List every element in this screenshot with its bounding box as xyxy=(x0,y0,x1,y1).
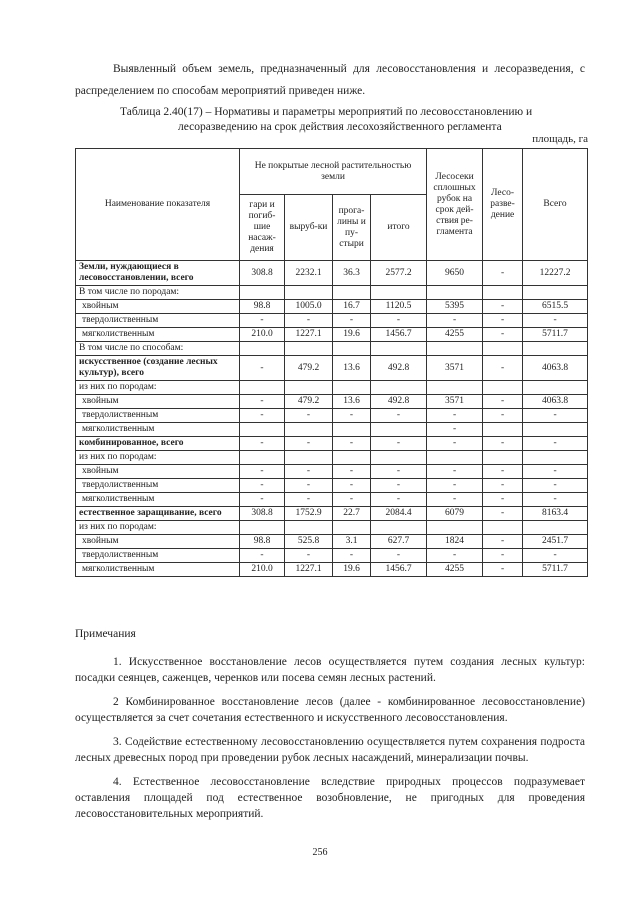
cell-value: - xyxy=(285,479,333,493)
row-label: мягколиственным xyxy=(76,563,240,577)
cell-value: 98.8 xyxy=(240,535,285,549)
cell-value: - xyxy=(483,493,523,507)
caption-line-1: Таблица 2.40(17) – Нормативы и параметры мероприятий по лесовосстановлению и xyxy=(120,106,533,118)
cell-value: - xyxy=(427,549,483,563)
cell-value xyxy=(240,286,285,300)
cell-value xyxy=(427,521,483,535)
cell-value: - xyxy=(483,328,523,342)
cell-value: - xyxy=(483,479,523,493)
row-label: мягколиственным xyxy=(76,493,240,507)
cell-value: 308.8 xyxy=(240,507,285,521)
cell-value: - xyxy=(523,465,588,479)
cell-value: 210.0 xyxy=(240,328,285,342)
cell-value: 2232.1 xyxy=(285,261,333,286)
cell-value xyxy=(371,423,427,437)
cell-value: - xyxy=(240,493,285,507)
cell-value: 4063.8 xyxy=(523,395,588,409)
intro-paragraph: Выявленный объем земель, предназначенный для лесовосстановления и лесоразведения, с распределением по способам мероприятий приведен ниже. xyxy=(75,63,585,97)
row-label: комбинированное, всего xyxy=(76,437,240,451)
cell-value xyxy=(333,451,371,465)
cell-value: - xyxy=(371,549,427,563)
cell-value: 5711.7 xyxy=(523,563,588,577)
cell-value: 13.6 xyxy=(333,395,371,409)
cell-value xyxy=(285,451,333,465)
cell-value: 6079 xyxy=(427,507,483,521)
cell-value: 1824 xyxy=(427,535,483,549)
row-label: твердолиственным xyxy=(76,314,240,328)
table-row xyxy=(76,493,588,507)
table-row xyxy=(76,395,588,409)
row-label: Земли, нуждающиеся в лесовосстановлении, всего xyxy=(76,261,240,286)
cell-value: - xyxy=(483,535,523,549)
caption-line-2: лесоразведению на срок действия лесохозяйственного регламента xyxy=(178,121,502,133)
note-2: 2 Комбинированное восстановление лесов (далее - комбинированное лесовосстановление) осуществляется за счет сочетания естественного и искусственного лесовосстановления. xyxy=(75,696,585,724)
cell-value: - xyxy=(285,549,333,563)
cell-value: - xyxy=(427,465,483,479)
cell-value: 492.8 xyxy=(371,395,427,409)
header-clearcut: Лесосеки сплошных рубок на срок дей-ствия ре-гламента xyxy=(427,149,483,261)
header-burnt: гари и погиб-шие насаж-дения xyxy=(240,195,285,261)
cell-value: 19.6 xyxy=(333,563,371,577)
cell-value: 3571 xyxy=(427,395,483,409)
row-label: В том числе по способам: xyxy=(76,342,240,356)
cell-value xyxy=(483,286,523,300)
cell-value xyxy=(240,521,285,535)
cell-value xyxy=(285,521,333,535)
cell-value: - xyxy=(371,465,427,479)
cell-value: - xyxy=(371,437,427,451)
row-label: мягколиственным xyxy=(76,423,240,437)
cell-value xyxy=(333,423,371,437)
cell-value: 1120.5 xyxy=(371,300,427,314)
note-3: 3. Содействие естественному лесовосстановлению осуществляется путем сохранения подроста лесных древесных пород при проведении рубок лесных насаждений, минерализации почвы. xyxy=(75,736,585,764)
table-row xyxy=(76,549,588,563)
note-1: 1. Искусственное восстановление лесов осуществляется путем создания лесных культур: посадки сеянцев, саженцев, черенков или посева семян лесных растений. xyxy=(75,656,585,684)
cell-value: 98.8 xyxy=(240,300,285,314)
cell-value: 22.7 xyxy=(333,507,371,521)
cell-value: - xyxy=(240,409,285,423)
row-label: мягколиственным xyxy=(76,328,240,342)
table-unit: площадь, га xyxy=(532,133,588,145)
cell-value: - xyxy=(285,465,333,479)
cell-value: - xyxy=(483,437,523,451)
cell-value xyxy=(285,286,333,300)
cell-value: 8163.4 xyxy=(523,507,588,521)
cell-value xyxy=(523,423,588,437)
cell-value: - xyxy=(523,437,588,451)
cell-value xyxy=(333,381,371,395)
table-row xyxy=(76,507,588,521)
cell-value xyxy=(483,451,523,465)
cell-value xyxy=(523,451,588,465)
row-label: хвойным xyxy=(76,300,240,314)
table-row xyxy=(76,342,588,356)
cell-value: 2084.4 xyxy=(371,507,427,521)
cell-value xyxy=(371,286,427,300)
table-row xyxy=(76,328,588,342)
cell-value: - xyxy=(371,314,427,328)
cell-value: - xyxy=(285,493,333,507)
table-row xyxy=(76,535,588,549)
cell-value xyxy=(483,521,523,535)
row-label: искусственное (создание лесных культур), всего xyxy=(76,356,240,381)
table-row xyxy=(76,300,588,314)
row-label: твердолиственным xyxy=(76,549,240,563)
cell-value: 1227.1 xyxy=(285,563,333,577)
cell-value: - xyxy=(483,356,523,381)
cell-value: 4063.8 xyxy=(523,356,588,381)
table-row xyxy=(76,409,588,423)
row-label: В том числе по породам: xyxy=(76,286,240,300)
cell-value: - xyxy=(483,261,523,286)
cell-value: - xyxy=(427,479,483,493)
cell-value: 479.2 xyxy=(285,356,333,381)
cell-value xyxy=(240,381,285,395)
cell-value: 6515.5 xyxy=(523,300,588,314)
cell-value xyxy=(523,381,588,395)
header-name: Наименование показателя xyxy=(76,149,240,261)
cell-value: - xyxy=(483,465,523,479)
table-row xyxy=(76,423,588,437)
header-total: Всего xyxy=(523,149,588,261)
cell-value: - xyxy=(427,314,483,328)
cell-value xyxy=(240,423,285,437)
cell-value: 36.3 xyxy=(333,261,371,286)
notes-section xyxy=(75,626,585,830)
cell-value: - xyxy=(483,507,523,521)
cell-value: 13.6 xyxy=(333,356,371,381)
cell-value: - xyxy=(240,395,285,409)
cell-value xyxy=(523,342,588,356)
cell-value: - xyxy=(371,479,427,493)
table-row xyxy=(76,381,588,395)
cell-value: 4255 xyxy=(427,563,483,577)
cell-value: 210.0 xyxy=(240,563,285,577)
cell-value: - xyxy=(240,437,285,451)
cell-value: 479.2 xyxy=(285,395,333,409)
cell-value: 19.6 xyxy=(333,328,371,342)
table-row xyxy=(76,563,588,577)
cell-value: - xyxy=(285,437,333,451)
cell-value: - xyxy=(333,479,371,493)
table-row xyxy=(76,261,588,286)
note-4: 4. Естественное лесовосстановление вследствие природных процессов подразумевает оставления площадей под естественное возобновление, не пригодных для проведения лесовосстановительных мероприятий. xyxy=(75,776,585,820)
table-row xyxy=(76,437,588,451)
cell-value: - xyxy=(427,493,483,507)
row-label: твердолиственным xyxy=(76,479,240,493)
cell-value xyxy=(285,423,333,437)
cell-value: 1752.9 xyxy=(285,507,333,521)
row-label: из них по породам: xyxy=(76,381,240,395)
cell-value xyxy=(483,423,523,437)
cell-value: 627.7 xyxy=(371,535,427,549)
cell-value: - xyxy=(240,314,285,328)
cell-value: 9650 xyxy=(427,261,483,286)
cell-value: - xyxy=(483,549,523,563)
cell-value: - xyxy=(333,493,371,507)
cell-value xyxy=(523,286,588,300)
cell-value: - xyxy=(240,356,285,381)
header-group: Не покрытые лесной растительностью земли xyxy=(240,149,427,195)
cell-value xyxy=(333,342,371,356)
cell-value: - xyxy=(483,314,523,328)
notes-heading: Примечания xyxy=(75,628,136,640)
cell-value: 16.7 xyxy=(333,300,371,314)
cell-value: - xyxy=(427,437,483,451)
cell-value: 308.8 xyxy=(240,261,285,286)
header-subtotal: итого xyxy=(371,195,427,261)
cell-value xyxy=(523,521,588,535)
cell-value xyxy=(371,451,427,465)
cell-value: 492.8 xyxy=(371,356,427,381)
cell-value xyxy=(240,451,285,465)
cell-value: 1227.1 xyxy=(285,328,333,342)
cell-value xyxy=(333,521,371,535)
cell-value: - xyxy=(371,409,427,423)
row-label: из них по породам: xyxy=(76,521,240,535)
data-table xyxy=(75,148,588,577)
cell-value xyxy=(371,381,427,395)
cell-value: - xyxy=(523,409,588,423)
cell-value: - xyxy=(483,563,523,577)
cell-value: - xyxy=(483,395,523,409)
cell-value xyxy=(483,342,523,356)
row-label: из них по породам: xyxy=(76,451,240,465)
table-row xyxy=(76,451,588,465)
cell-value: - xyxy=(285,314,333,328)
row-label: хвойным xyxy=(76,535,240,549)
cell-value: - xyxy=(240,465,285,479)
row-label: твердолиственным xyxy=(76,409,240,423)
header-afforestation: Лесо-разве-дение xyxy=(483,149,523,261)
table-row xyxy=(76,479,588,493)
cell-value: - xyxy=(523,493,588,507)
table-row xyxy=(76,286,588,300)
table-row xyxy=(76,356,588,381)
row-label: естественное заращивание, всего xyxy=(76,507,240,521)
cell-value: - xyxy=(523,549,588,563)
table-row xyxy=(76,521,588,535)
cell-value xyxy=(333,286,371,300)
cell-value xyxy=(483,381,523,395)
cell-value: 1456.7 xyxy=(371,563,427,577)
cell-value xyxy=(371,521,427,535)
header-cutover: выруб-ки xyxy=(285,195,333,261)
cell-value: - xyxy=(371,493,427,507)
cell-value: 4255 xyxy=(427,328,483,342)
cell-value: - xyxy=(483,409,523,423)
cell-value: 12227.2 xyxy=(523,261,588,286)
cell-value: - xyxy=(333,437,371,451)
cell-value: 1456.7 xyxy=(371,328,427,342)
cell-value: 3.1 xyxy=(333,535,371,549)
row-label: хвойным xyxy=(76,395,240,409)
cell-value: 5711.7 xyxy=(523,328,588,342)
cell-value: - xyxy=(333,409,371,423)
cell-value xyxy=(371,342,427,356)
cell-value: - xyxy=(427,409,483,423)
cell-value: 3571 xyxy=(427,356,483,381)
table-caption xyxy=(120,105,590,135)
cell-value: 1005.0 xyxy=(285,300,333,314)
cell-value xyxy=(240,342,285,356)
cell-value: - xyxy=(333,465,371,479)
table-row xyxy=(76,465,588,479)
cell-value: 2451.7 xyxy=(523,535,588,549)
cell-value xyxy=(427,342,483,356)
cell-value: 5395 xyxy=(427,300,483,314)
header-glades: прога-лины и пу-стыри xyxy=(333,195,371,261)
cell-value: - xyxy=(427,423,483,437)
cell-value xyxy=(285,381,333,395)
cell-value xyxy=(427,381,483,395)
cell-value xyxy=(427,286,483,300)
row-label: хвойным xyxy=(76,465,240,479)
cell-value: - xyxy=(333,549,371,563)
cell-value: - xyxy=(240,549,285,563)
cell-value: - xyxy=(523,314,588,328)
cell-value: 525.8 xyxy=(285,535,333,549)
cell-value: - xyxy=(523,479,588,493)
cell-value: - xyxy=(285,409,333,423)
cell-value: 2577.2 xyxy=(371,261,427,286)
cell-value: - xyxy=(483,300,523,314)
cell-value xyxy=(427,451,483,465)
cell-value xyxy=(285,342,333,356)
cell-value: - xyxy=(240,479,285,493)
page-number: 256 xyxy=(312,847,328,858)
table-row xyxy=(76,314,588,328)
cell-value: - xyxy=(333,314,371,328)
